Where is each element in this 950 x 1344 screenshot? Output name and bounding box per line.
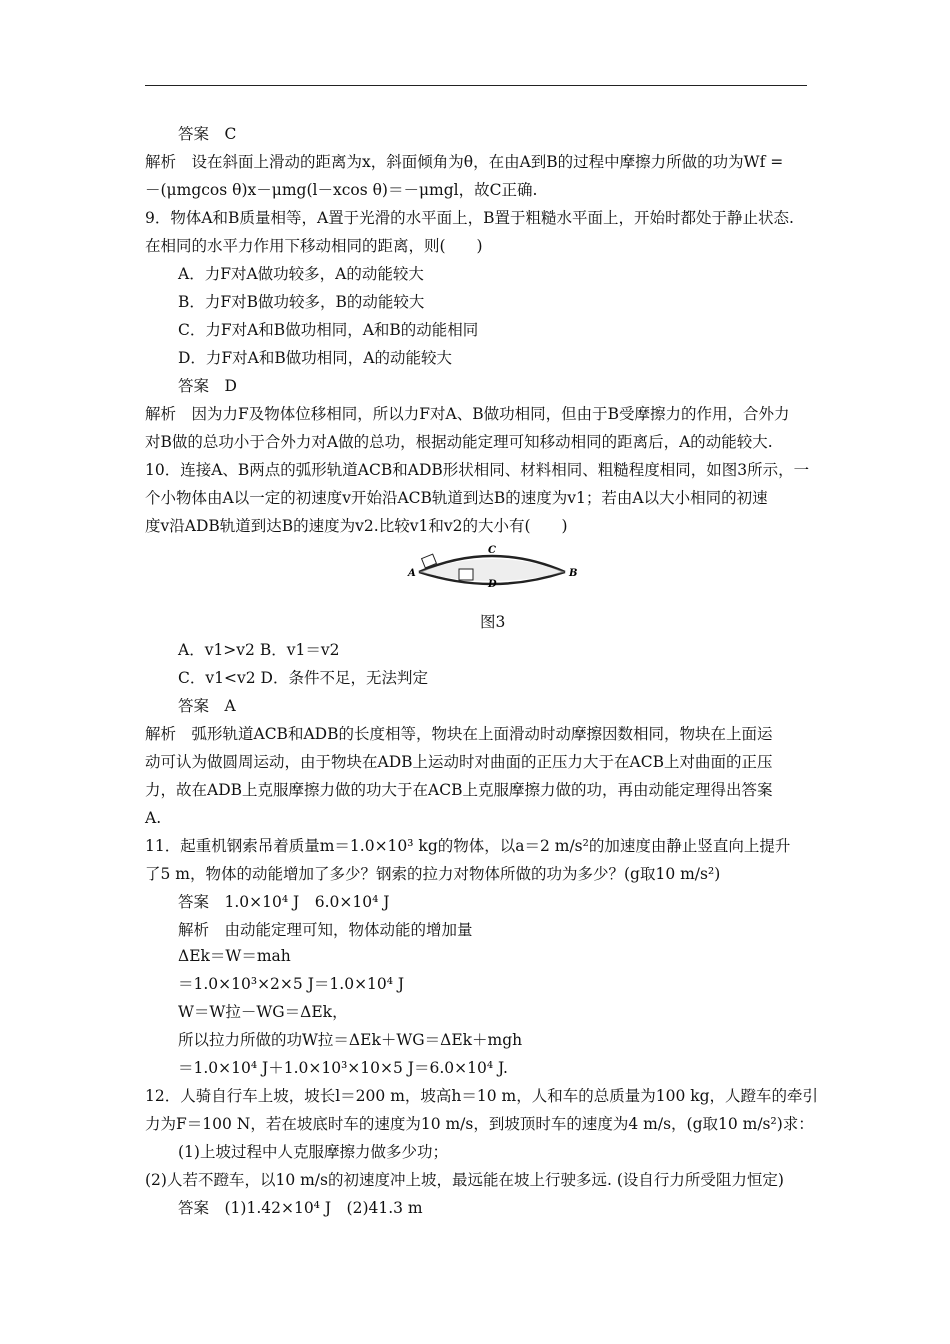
question-9-cont: 在相同的水平力作用下移动相同的距离，则( ) xyxy=(145,237,483,255)
analysis-9: 解析 因为力F及物体位移相同，所以力F对A、B做功相同，但由于B受摩擦力的作用，合外力 xyxy=(145,405,790,423)
analysis-11: 解析 由动能定理可知，物体动能的增加量 xyxy=(178,921,473,939)
analysis-10-cont1: 动可认为做圆周运动，由于物块在ADB上运动时对曲面的正压力大于在ACB上对曲面的正压 xyxy=(145,753,773,771)
analysis-11-step2: ＝1.0×10³×2×5 J＝1.0×10⁴ J xyxy=(178,975,405,993)
analysis-11-step1: ΔEk＝W＝mah xyxy=(178,947,291,965)
analysis-11-step3: W＝W拉－WG＝ΔEk， xyxy=(178,1003,348,1021)
question-12-part2: (2)人若不蹬车，以10 m/s的初速度冲上坡，最远能在坡上行驶多远. (设自行力所受阻力恒定) xyxy=(145,1171,784,1189)
analysis-8: 解析 设在斜面上滑动的距离为x，斜面倾角为θ，在由A到B的过程中摩擦力所做的功为Wf = xyxy=(145,153,784,171)
analysis-10-cont3: A. xyxy=(145,809,162,827)
analysis-8-cont: －(μmgcos θ)x－μmg(l－xcos θ)＝－μmgl，故C正确. xyxy=(145,181,538,199)
analysis-10: 解析 弧形轨道ACB和ADB的长度相等，物块在上面滑动时动摩擦因数相同，物块在上面运 xyxy=(145,725,773,743)
question-11-cont: 了5 m，物体的动能增加了多少？钢索的拉力对物体所做的功为多少？(g取10 m/s²) xyxy=(145,865,721,883)
analysis-11-step4: 所以拉力所做的功W拉＝ΔEk＋WG＝ΔEk＋mgh xyxy=(178,1031,523,1049)
label-c: C xyxy=(488,545,496,556)
option-9c: C．力F对A和B做功相同，A和B的动能相同 xyxy=(178,321,479,339)
figure-3-diagram xyxy=(405,542,580,594)
analysis-11-step5: ＝1.0×10⁴ J＋1.0×10³×10×5 J＝6.0×10⁴ J. xyxy=(178,1059,508,1077)
analysis-9-cont: 对B做的总功小于合外力对A做的总功，根据动能定理可知移动相同的距离后，A的动能较大. xyxy=(145,433,773,451)
question-12-cont: 力为F＝100 N，若在坡底时车的速度为10 m/s，到坡顶时车的速度为4 m/s，(g取10 m/s²)求： xyxy=(145,1115,814,1133)
header-rule xyxy=(145,85,807,86)
option-9a: A．力F对A做功较多，A的动能较大 xyxy=(178,265,424,283)
question-10-cont1: 个小物体由A以一定的初速度v开始沿ACB轨道到达B的速度为v1；若由A以大小相同的初速 xyxy=(145,489,768,507)
figure-caption: 图3 xyxy=(480,613,506,631)
option-10cd: C．v1<v2 D．条件不足，无法判定 xyxy=(178,669,428,687)
option-9d: D．力F对A和B做功相同，A的动能较大 xyxy=(178,349,452,367)
answer-11: 答案 1.0×10⁴ J 6.0×10⁴ J xyxy=(178,893,390,911)
block-lower xyxy=(459,569,473,580)
question-10: 10．连接A、B两点的弧形轨道ACB和ADB形状相同、材料相同、粗糙程度相同，如图3所示，一 xyxy=(145,461,810,479)
answer-12: 答案 (1)1.42×10⁴ J (2)41.3 m xyxy=(178,1199,423,1217)
label-b: B xyxy=(569,568,578,579)
question-12: 12．人骑自行车上坡，坡长l＝200 m，坡高h＝10 m，人和车的总质量为100 kg，人蹬车的牵引 xyxy=(145,1087,819,1105)
analysis-10-cont2: 力，故在ADB上克服摩擦力做的功大于在ACB上克服摩擦力做的功，再由动能定理得出答案 xyxy=(145,781,773,799)
answer-8: 答案 C xyxy=(178,125,237,143)
question-10-cont2: 度v沿ADB轨道到达B的速度为v2.比较v1和v2的大小有( ) xyxy=(145,517,568,535)
question-11: 11．起重机钢索吊着质量m＝1.0×10³ kg的物体，以a＝2 m/s²的加速度由静止竖直向上提升 xyxy=(145,837,791,855)
answer-9: 答案 D xyxy=(178,377,237,395)
option-9b: B．力F对B做功较多，B的动能较大 xyxy=(178,293,425,311)
option-10ab: A．v1>v2 B．v1＝v2 xyxy=(178,641,340,659)
question-12-part1: (1)上坡过程中人克服摩擦力做多少功； xyxy=(178,1143,448,1161)
answer-10: 答案 A xyxy=(178,697,236,715)
question-9: 9．物体A和B质量相等，A置于光滑的水平面上，B置于粗糙水平面上，开始时都处于静止状态. xyxy=(145,209,794,227)
label-a: A xyxy=(408,568,416,579)
label-d: D xyxy=(488,579,497,590)
